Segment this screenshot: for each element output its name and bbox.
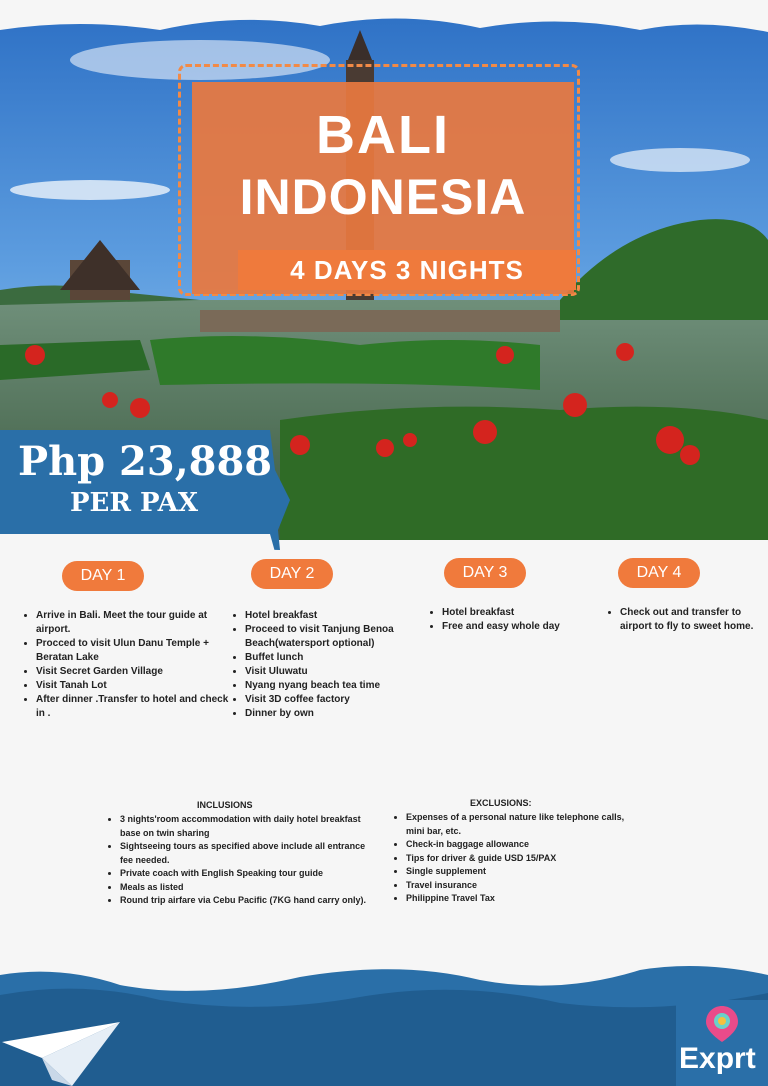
- list-item: • Nyang nyang beach tea time: [245, 679, 430, 693]
- list-item: • Check out and transfer to airport to fly to sweet home.: [620, 606, 768, 634]
- duration-banner: 4 DAYS 3 NIGHTS: [238, 250, 576, 290]
- list-item: • 3 nights'room accommodation with daily hotel breakfast base on twin sharing: [120, 813, 370, 840]
- inclusions-list: [106, 813, 370, 908]
- list-item: • Round trip airfare via Cebu Pacific (7KG hand carry only).: [120, 894, 370, 908]
- list-item: • Meals as listed: [120, 881, 370, 895]
- price-amount: Php 23,888: [18, 438, 273, 485]
- day-4-itinerary: [606, 606, 768, 634]
- day-3-pill: DAY 3: [444, 558, 526, 588]
- day-1-pill: DAY 1: [62, 561, 144, 591]
- list-item: • Visit Uluwatu: [245, 665, 430, 679]
- list-item: • Visit Secret Garden Village: [36, 665, 236, 679]
- day-3-itinerary: [428, 606, 602, 634]
- list-item: • Free and easy whole day: [442, 620, 602, 634]
- list-item: • Philippine Travel Tax: [406, 892, 636, 906]
- list-item: • Visit Tanah Lot: [36, 679, 236, 693]
- brand-logo-text: Exprt: [679, 1042, 756, 1075]
- title-line2: INDONESIA: [239, 169, 527, 225]
- list-item: • Buffet lunch: [245, 651, 430, 665]
- list-item: • Procced to visit Ulun Danu Temple + Beratan Lake: [36, 637, 236, 665]
- day-2-pill: DAY 2: [251, 559, 333, 589]
- list-item: • Private coach with English Speaking tour guide: [120, 867, 370, 881]
- day-2-itinerary: [231, 609, 430, 721]
- list-item: • Sightseeing tours as specified above include all entrance fee needed.: [120, 840, 370, 867]
- list-item: • Travel insurance: [406, 879, 636, 893]
- list-item: • Expenses of a personal nature like telephone calls, mini bar, etc.: [406, 811, 636, 838]
- list-item: • Hotel breakfast: [442, 606, 602, 620]
- exclusions-list: [392, 811, 636, 906]
- exclusions-heading: EXCLUSIONS:: [470, 798, 532, 808]
- inclusions-heading: INCLUSIONS: [197, 800, 253, 810]
- list-item: • Proceed to visit Tanjung Benoa Beach(watersport optional): [245, 623, 430, 651]
- day-4-pill: DAY 4: [618, 558, 700, 588]
- list-item: • Tips for driver & guide USD 15/PAX: [406, 852, 636, 866]
- list-item: • Check-in baggage allowance: [406, 838, 636, 852]
- list-item: • Dinner by own: [245, 707, 430, 721]
- list-item: • Visit 3D coffee factory: [245, 693, 430, 707]
- day-1-itinerary: [22, 609, 236, 721]
- list-item: • Single supplement: [406, 865, 636, 879]
- title-line1: BALI: [316, 105, 450, 165]
- list-item: • Hotel breakfast: [245, 609, 430, 623]
- paper-plane-icon: [2, 1022, 122, 1086]
- location-pin-icon: [706, 1006, 738, 1042]
- list-item: • Arrive in Bali. Meet the tour guide at airport.: [36, 609, 236, 637]
- list-item: • After dinner .Transfer to hotel and check in .: [36, 693, 236, 721]
- price-per: PER PAX: [70, 488, 199, 518]
